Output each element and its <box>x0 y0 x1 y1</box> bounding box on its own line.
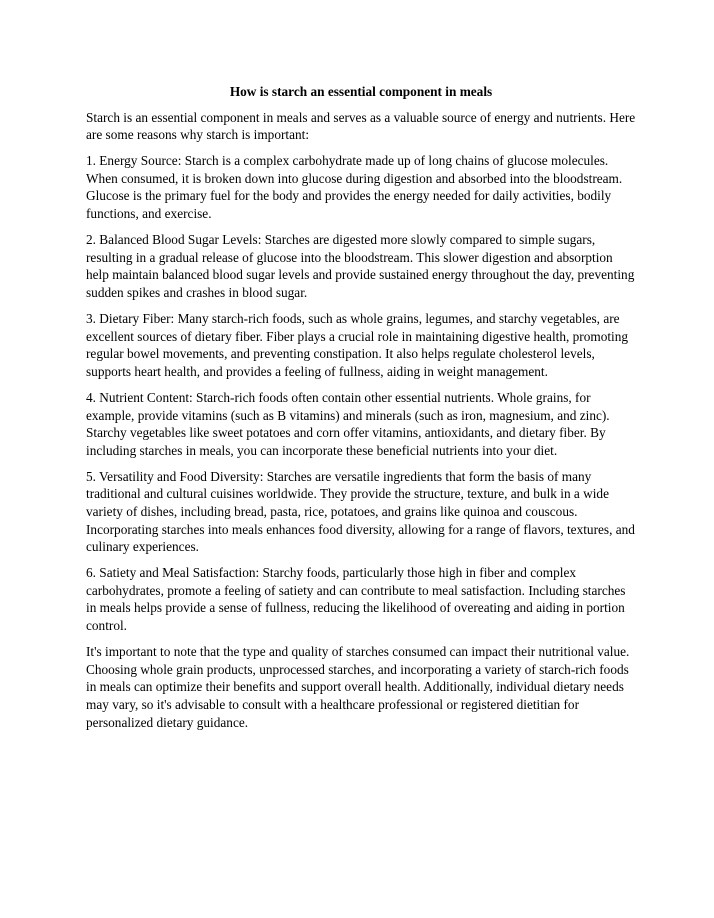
document-body <box>86 83 636 740</box>
document-title: How is starch an essential component in meals <box>229 84 493 99</box>
conclusion-paragraph: It's important to note that the type and quality of starches consumed can impact their nutritional value. Choosing whole grain products, unprocessed starches, and incorporating a variety of starch-rich foods in meals can optimize their benefits and support overall health. Additionally, individual dietary needs may vary, so it's advisable to consult with a healthcare professional or registered dietitian for personalized dietary guidance. <box>86 644 630 730</box>
energy-source-paragraph: 1. Energy Source: Starch is a complex carbohydrate made up of long chains of glucose molecules. When consumed, it is broken down into glucose during digestion and absorbed into the bloodstream. Glucose is the primary fuel for the body and provides the energy needed for daily activities, bodily functions, and exercise. <box>86 153 623 222</box>
versatility-paragraph: 5. Versatility and Food Diversity: Starches are versatile ingredients that form the basis of many traditional and cultural cuisines worldwide. They provide the structure, texture, and bulk in a wide variety of dishes, including bread, pasta, rice, potatoes, and grains like quinoa and couscous. Incorporating starches into meals enhances food diversity, allowing for a range of flavors, textures, and culinary experiences. <box>86 468 635 555</box>
blood-sugar-paragraph: 2. Balanced Blood Sugar Levels: Starches are digested more slowly compared to simple sugars, resulting in a gradual release of glucose into the bloodstream. This slower digestion and absorption help maintain balanced blood sugar levels and provide sustained energy throughout the day, preventing sudden spikes and crashes in blood sugar. <box>86 232 635 300</box>
nutrient-content-paragraph: 4. Nutrient Content: Starch-rich foods often contain other essential nutrients. Whole grains, for example, provide vitamins (such as B vitamins) and minerals (such as iron, magnesium, and zinc). Starchy vegetables like sweet potatoes and corn offer vitamins, antioxidants, and dietary fiber. By including starches in meals, you can incorporate these beneficial nutrients into your diet. <box>86 389 610 458</box>
intro-paragraph: Starch is an essential component in meals and serves as a valuable source of energy and nutrients. Here are some reasons why starch is important: <box>86 109 636 143</box>
dietary-fiber-paragraph: 3. Dietary Fiber: Many starch-rich foods, such as whole grains, legumes, and starchy vegetables, are excellent sources of dietary fiber. Fiber plays a crucial role in maintaining digestive health, promoting regular bowel movements, and preventing constipation. It also helps regulate cholesterol levels, supports heart health, and provides a feeling of fullness, aiding in weight management. <box>86 311 629 379</box>
satiety-paragraph: 6. Satiety and Meal Satisfaction: Starchy foods, particularly those high in fiber and complex carbohydrates, promote a feeling of satiety and can contribute to meal satisfaction. Including starches in meals helps provide a sense of fullness, reducing the likelihood of overeating and aiding in portion control. <box>86 565 626 634</box>
